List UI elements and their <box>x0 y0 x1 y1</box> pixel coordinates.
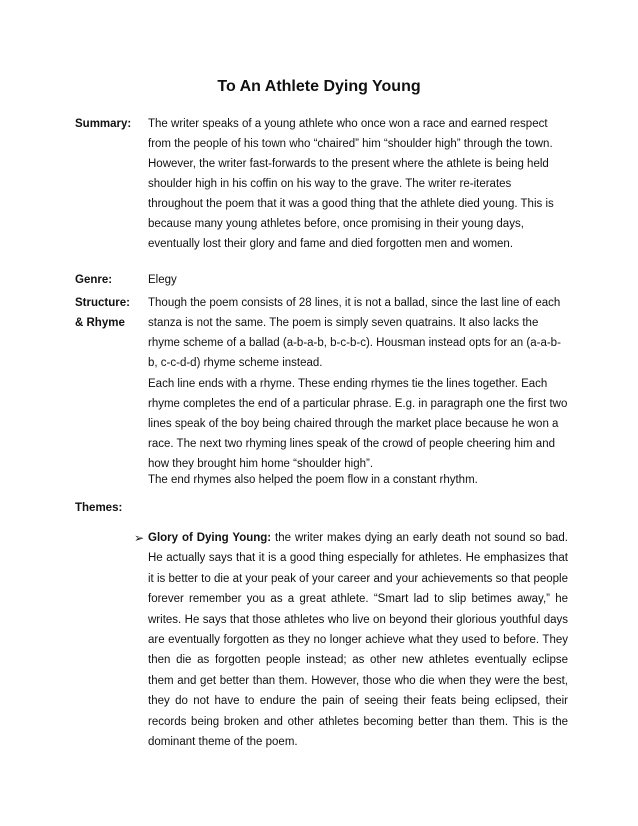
theme-item-body: the writer makes dying an early death not sound so bad. He actually says that it is a good thing especially for athletes. He emphasizes that it is better to die at your peak of your career and your achievements so that people forever remember you as a great athlete. “Smart lad to slip betimes away,” he writes. He says that those athletes who live on beyond their glorious youthful days are eventually forgotten as they no longer achieve what they used to before. They then die as forgotten people instead; as other new athletes eventually eclipse them and get better than them. However, those who die when they were the best, they do not have to endure the pain of seeing their feats being eclipsed, their records being broken and other athletes becoming better than them. This is the dominant theme of the poem. <box>148 532 568 749</box>
structure-label-line1: Structure: <box>75 297 130 309</box>
structure-paragraph-1: Though the poem consists of 28 lines, it is not a ballad, since the last line of each stanza is not the same. The poem is simply seven quatrains. It also lacks the rhyme scheme of a ballad (a-b-a-b, b-c-b-c). Housman instead opts for an (a-a-b-b, c-c-d-d) rhyme scheme instead. <box>148 297 561 369</box>
themes-label: Themes: <box>75 502 123 514</box>
genre-text: Elegy <box>148 274 177 286</box>
structure-paragraph-3: The end rhymes also helped the poem flow in a constant rhythm. <box>148 474 478 486</box>
structure-label <box>75 293 130 333</box>
structure-paragraph-2: Each line ends with a rhyme. These ending rhymes tie the lines together. Each rhyme completes the end of a particular phrase. E.g. in paragraph one the first two lines speak of the boy being chaired through the market place because he won a race. The next two rhyming lines speak of the crowd of people cheering him and how they brought him home “shoulder high”. <box>148 378 568 470</box>
theme-item-text <box>148 528 568 752</box>
summary-label: Summary: <box>75 118 132 130</box>
arrow-bullet-icon: ➢ <box>134 531 145 545</box>
document-title: To An Athlete Dying Young <box>217 78 421 95</box>
summary-text: The writer speaks of a young athlete who once won a race and earned respect from the people of his town who “chaired” him “shoulder high” through the town. However, the writer fast-forwards to the present where the athlete is being held shoulder high in his coffin on his way to the grave. The writer re-iterates throughout the poem that it was a good thing that the athlete died young. This is because many young athletes before, once promising in their young days, eventually lost their glory and fame and died forgotten men and women. <box>148 118 554 250</box>
structure-label-line2: & Rhyme <box>75 317 125 329</box>
genre-label: Genre: <box>75 274 113 286</box>
theme-item-heading: Glory of Dying Young: <box>148 532 272 544</box>
